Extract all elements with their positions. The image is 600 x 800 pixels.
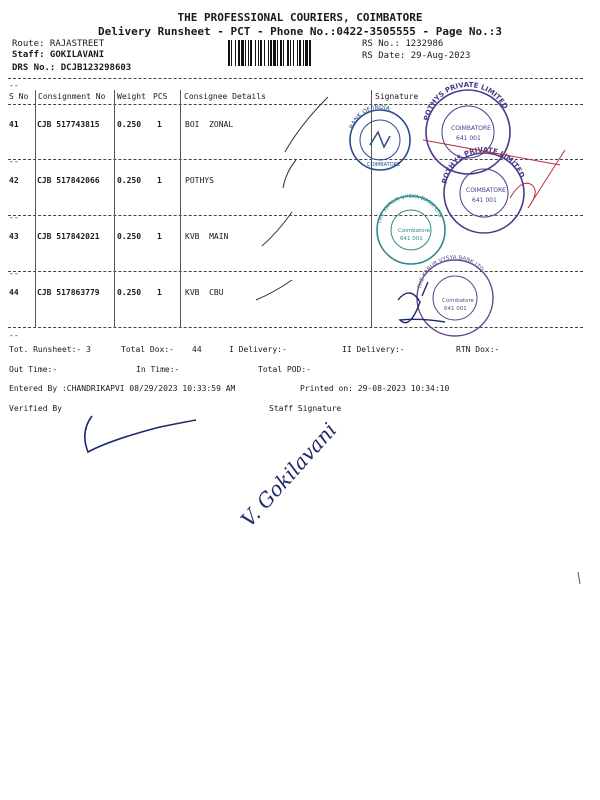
row-sno: 42 <box>9 176 19 185</box>
row-consignment: CJB 517863779 <box>37 288 100 297</box>
pothys-stamp-1 <box>423 81 510 174</box>
dash-mark: -- <box>9 81 19 90</box>
total-pod: Total POD:- <box>258 365 311 374</box>
kvb-stamp-city: Coimbatore <box>442 298 474 304</box>
pothys-stamp-ring: POTHYS PRIVATE LIMITED <box>440 145 526 185</box>
row-pcs: 1 <box>157 176 162 185</box>
col-header-consignment: Consignment No <box>38 92 106 101</box>
signature-stroke <box>256 280 292 300</box>
row-consignee: KVB CBU <box>185 288 224 297</box>
col-header-consignee: Consignee Details <box>184 92 266 101</box>
total-dox-value: 44 <box>192 345 202 354</box>
row-consignment: CJB 517842021 <box>37 232 100 241</box>
entered-by: Entered By :CHANDRIKAPVI 08/29/2023 10:33:59 AM <box>9 384 236 393</box>
route-label: Route: RAJASTREET <box>12 39 105 49</box>
rs-number: RS No.: 1232986 <box>362 39 444 49</box>
pothys-stamp-2 <box>441 146 526 233</box>
total-dox-label: Total Dox:- <box>121 345 174 354</box>
row-weight: 0.250 <box>117 176 142 185</box>
row-consignment: CJB 517743815 <box>37 120 100 129</box>
row-sno: 43 <box>9 232 19 241</box>
col-header-pcs: PCS <box>153 92 168 101</box>
printed-on: Printed on: 29-08-2023 10:34:10 <box>300 384 450 393</box>
pothys-stamp-pin: 641 001 <box>456 135 481 142</box>
row-weight: 0.250 <box>117 288 142 297</box>
in-time: In Time:- <box>136 365 180 374</box>
col-header-signature: Signature <box>375 92 419 101</box>
bank-of-india-stamp <box>348 104 410 170</box>
kvb-main-stamp <box>377 194 445 264</box>
signature-stroke <box>262 212 292 246</box>
rs-date: RS Date: 29-Aug-2023 <box>362 51 471 61</box>
pothys-stamp-ring: POTHYS PRIVATE LIMITED <box>422 80 510 122</box>
dash-mark: -- <box>9 157 19 166</box>
row-pcs: 1 <box>157 232 162 241</box>
row-weight: 0.250 <box>117 232 142 241</box>
dash-mark: -- <box>9 331 19 340</box>
staff-signature-label: Staff Signature <box>269 404 342 413</box>
company-title: THE PROFESSIONAL COURIERS, COIMBATORE <box>177 11 423 24</box>
boi-stamp-top: BANK OF INDIA <box>348 103 391 130</box>
kvb-stamp-ring: THE KARUR VYSYA BANK LTD <box>377 193 443 225</box>
row-pcs: 1 <box>157 288 162 297</box>
staff-handwritten-signature: V. Gokilavani <box>235 417 342 532</box>
col-header-weight: Weight <box>117 92 146 101</box>
row-consignee: POTHYS <box>185 176 214 185</box>
boi-stamp-bottom: COIMBATORE <box>367 162 401 168</box>
col-header-sno: S No <box>9 92 29 101</box>
svg-text:POTHYS PRIVATE LIMITED <box>441 146 526 185</box>
kvb-stamp-ring: THE KARUR VYSYA BANK LTD <box>417 254 485 290</box>
dash-mark: -- <box>9 213 19 222</box>
ii-delivery: II Delivery:- <box>342 345 405 354</box>
svg-text:BANK OF INDIA <box>348 104 391 130</box>
signature-stroke <box>283 160 296 188</box>
staff-label: Staff: GOKILAVANI <box>12 50 105 60</box>
pothys-stamp-pin: 641 001 <box>472 197 497 204</box>
speck <box>578 572 580 584</box>
row-sno: 41 <box>9 120 19 129</box>
dash-mark: -- <box>9 269 19 278</box>
row-sno: 44 <box>9 288 19 297</box>
out-time: Out Time:- <box>9 365 58 374</box>
row-consignment: CJB 517842066 <box>37 176 100 185</box>
row-consignee: KVB MAIN <box>185 232 229 241</box>
pothys-stamp-city: COIMBATORE <box>451 125 491 132</box>
total-runsheet: Tot. Runsheet:- 3 <box>9 345 91 354</box>
kvb-stamp-city: Coimbatore <box>398 228 430 234</box>
verified-by: Verified By <box>9 404 62 413</box>
i-delivery: I Delivery:- <box>229 345 287 354</box>
kvb-cbu-stamp <box>417 255 493 336</box>
runsheet-subtitle: Delivery Runsheet - PCT - Phone No.:0422-3505555 - Page No.:3 <box>98 25 502 38</box>
svg-text:POTHYS PRIVATE LIMITED <box>423 81 510 122</box>
drs-number: DRS No.: DCJB123298603 <box>12 63 132 73</box>
pothys-stamp-city: COIMBATORE <box>466 187 506 194</box>
row-weight: 0.250 <box>117 120 142 129</box>
row-consignee: BOI ZONAL <box>185 120 234 129</box>
row-pcs: 1 <box>157 120 162 129</box>
signature-stroke <box>285 97 328 152</box>
verified-by-signature <box>85 416 196 452</box>
kvb-stamp-pin: 641 001 <box>444 306 467 312</box>
rtn-dox: RTN Dox:- <box>456 345 500 354</box>
kvb-stamp-pin: 641 001 <box>400 236 423 242</box>
